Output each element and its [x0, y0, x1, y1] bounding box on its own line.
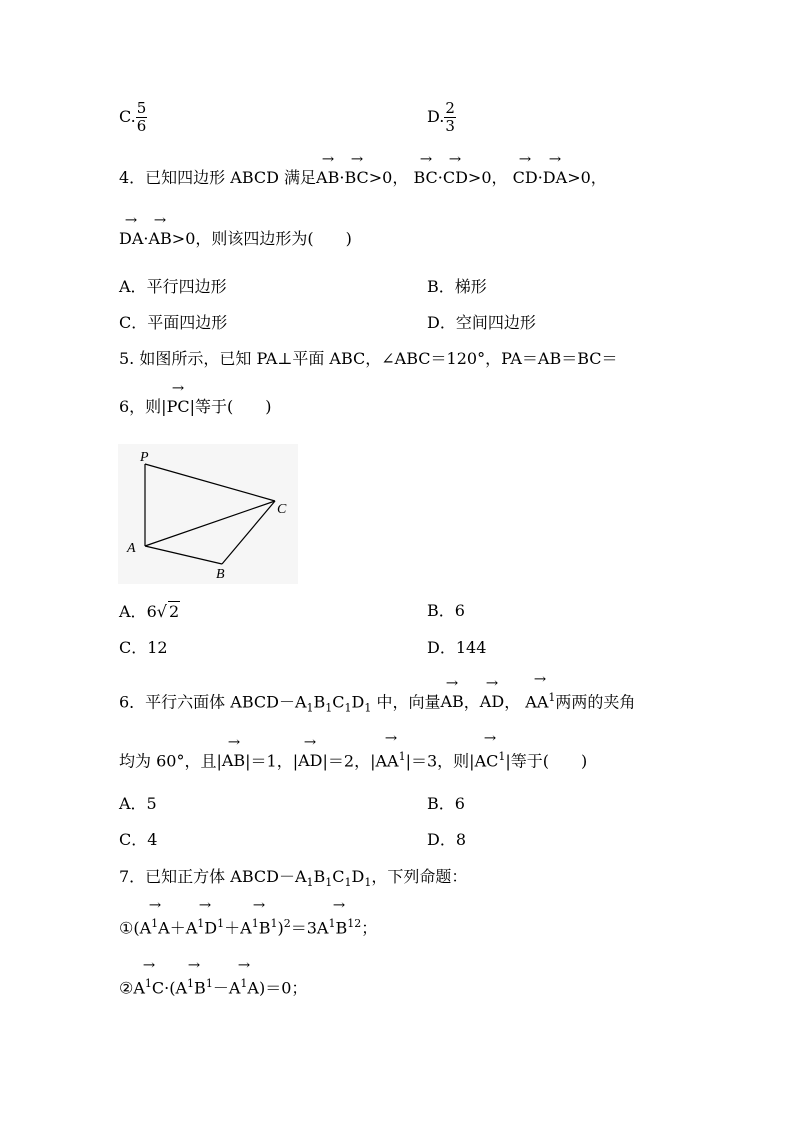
superscript: 1 [548, 691, 556, 704]
q7-vector-a1d1 [186, 914, 224, 938]
q5-line2-pre: 6，则| [119, 397, 167, 416]
subscript: 1 [344, 701, 352, 715]
q7-vector-a1b1-3 [175, 974, 212, 998]
superscript-digit: 2 [354, 917, 362, 930]
q6-l2-pre: 均为 60°，且| [119, 751, 222, 771]
superscript: 1 [205, 977, 213, 990]
superscript-digit: 1 [347, 917, 355, 930]
vector-tail: B [335, 918, 348, 938]
q7-vector-a1c [133, 974, 164, 998]
q7-item-1 [119, 914, 377, 938]
q6-vector-aa-text: AA [525, 692, 549, 712]
q4-gt0: >0 [467, 168, 492, 187]
q6-stem-line1: 6．平行六面体 $ABCD-A_1B_1C_1D_1$ 中，向量→ AB，→ AD， → $AA^1$两两的夹角 [119, 688, 635, 719]
q3-option-d-prefix: D. [427, 107, 445, 126]
q3-option-d-fraction [444, 100, 456, 135]
q3-d-numerator: 2 [445, 99, 455, 117]
exponent: 2 [283, 917, 291, 930]
option-text: 平行四边形 [146, 277, 227, 296]
q6-vector-ab-2: → AB [222, 751, 245, 771]
q4-option-b [427, 277, 487, 297]
q5-vector-pc: → PC [167, 397, 190, 417]
q4-dot: · [339, 168, 345, 187]
q5-option-a-coefficient: 6 [146, 602, 157, 621]
q4-vector-da-2: → DA [119, 229, 143, 249]
superscript: 1 [151, 917, 159, 930]
q6-pre: 6．平行六面体 ABCD－A [119, 692, 307, 712]
q6-l2-ab: |＝1，| [245, 751, 299, 771]
q4-dot: · [437, 168, 443, 187]
q4-comma: ， [590, 168, 607, 187]
q4-option-d [427, 313, 536, 333]
dot-open: ·( [164, 978, 176, 998]
q7-stem [119, 867, 467, 893]
superscript: 1 [240, 977, 248, 990]
q3-c-numerator: 5 [136, 99, 147, 117]
superscript: 1 [187, 977, 195, 990]
q4-option-a [119, 277, 227, 297]
q7-item-2 [119, 974, 307, 998]
q4-stem-line1 [119, 168, 607, 188]
q3-d-denominator: 3 [445, 117, 455, 135]
q4-vector-ab-2: → AB [148, 229, 171, 249]
q3-option-c-prefix: C. [119, 107, 136, 126]
q6-vector-ad: → AD [480, 692, 504, 712]
q7-head: 7．已知正方体 ABCD－A [119, 867, 307, 886]
q6-vector-ab: → AB [440, 692, 463, 712]
q4-dot: · [143, 229, 149, 248]
superscript: 1 [498, 750, 506, 763]
q4-dot: · [537, 168, 543, 187]
option-letter: A． [119, 602, 147, 621]
vector-tail: B [194, 978, 206, 998]
vector-head: A [185, 918, 198, 938]
q7-vector-a1b1 [240, 914, 277, 938]
plus-sign: ＋ [224, 918, 241, 938]
q4-comma: ， [392, 168, 409, 187]
q5-stem-line2 [119, 397, 271, 417]
superscript: 1 [144, 977, 152, 990]
q5-stem-line1: 5. 如图所示，已知 PA⊥平面 ABC，∠ABC＝120°，PA＝AB＝BC＝ [119, 349, 618, 368]
q6-mid: 中，向量 [376, 692, 441, 712]
superscript-12 [347, 917, 361, 930]
q6-l2-post: |等于( ) [505, 751, 588, 771]
option-letter: D． [427, 313, 456, 332]
q6-option-b: B．6 [427, 794, 465, 813]
q3-option-c-fraction [136, 100, 148, 135]
semicolon: ； [361, 918, 378, 938]
q6-vector-ac-text: AC [474, 751, 499, 771]
q3-option-d [427, 100, 456, 135]
superscript: 1 [217, 917, 225, 930]
subscript: 1 [364, 876, 372, 890]
q4-vector-cd: → CD [443, 168, 468, 188]
option-letter: C． [119, 313, 148, 332]
minus-sign: － [212, 978, 229, 998]
superscript: 1 [398, 750, 406, 763]
q6-stem-line2 [119, 747, 587, 771]
option-letter: B． [427, 277, 455, 296]
vector-tail: B [258, 918, 271, 938]
superscript: 1 [270, 917, 278, 930]
q4-vector-cd-2: → CD [513, 168, 538, 188]
q6-c: C [332, 692, 345, 712]
q4-stem-line2 [119, 229, 352, 249]
q4-label: 4．已知四边形 ABCD 满足 [119, 168, 317, 187]
vector-head: A [133, 978, 145, 998]
q6-vector-aa-text: AA [375, 751, 399, 771]
q6-vector-aa1-2 [375, 747, 405, 771]
subscript: 1 [364, 701, 372, 715]
q7-vector-a1b1-2 [317, 914, 361, 938]
q6-l2-aa: |＝3，则| [405, 751, 475, 771]
vector-head: A [139, 918, 152, 938]
q4-gt0: >0 [567, 168, 591, 187]
q6-l2-ad: |＝2，| [322, 751, 376, 771]
q4-vector-bc: → BC [344, 168, 368, 188]
q5-option-b: B．6 [427, 601, 465, 620]
q7-tail: ，下列命题： [371, 867, 468, 886]
option-text: 平面四边形 [147, 313, 228, 332]
subscript: 1 [344, 876, 352, 890]
vector-tail: A [158, 918, 170, 938]
subscript: 1 [306, 876, 314, 890]
q4-vector-da: → DA [543, 168, 567, 188]
q7-b: B [313, 867, 326, 886]
superscript: 1 [328, 917, 336, 930]
q5-option-a [119, 601, 180, 622]
q6-vector-ac1 [475, 747, 506, 771]
q7-vector-a1a-2 [229, 974, 259, 998]
q7-item2-end: )＝0； [258, 978, 308, 998]
q4-vector-bc-2: → BC [413, 168, 437, 188]
q5-option-c: C．12 [119, 638, 168, 657]
point-label-a: A [127, 541, 136, 556]
plus-sign: ＋ [169, 918, 186, 938]
q6-option-d: D．8 [427, 830, 467, 849]
q6-d: D [351, 692, 365, 712]
vector-head: A [316, 918, 329, 938]
q6-option-c: C．4 [119, 830, 158, 849]
radical-sign: √ [156, 602, 167, 621]
q3-option-c [119, 100, 147, 135]
point-label-p: P [140, 450, 149, 465]
q6-vector-ad-2: → AD [298, 751, 322, 771]
equals-three: ＝3 [290, 918, 317, 938]
vector-head: A [175, 978, 188, 998]
q7-c: C [332, 867, 345, 886]
q4-stem-tail: >0，则该四边形为( ) [171, 229, 352, 248]
q4-comma: ， [491, 168, 508, 187]
q6-vector-aa1 [525, 688, 555, 712]
vector-tail: C [151, 978, 165, 998]
q7-vector-a1a [140, 914, 170, 938]
subscript: 1 [325, 701, 333, 715]
q4-option-c [119, 313, 227, 333]
q7-item1-open: ①( [119, 918, 140, 938]
option-text: 空间四边形 [455, 313, 536, 332]
q6-option-a: A．5 [119, 794, 157, 813]
vector-head: A [228, 978, 241, 998]
vector-tail: A [247, 978, 259, 998]
superscript: 1 [251, 917, 259, 930]
q5-option-a-radicand: 2 [168, 602, 180, 621]
q6-tail1: 两两的夹角 [555, 692, 636, 712]
q3-c-denominator: 6 [136, 117, 147, 135]
q5-line2-post: |等于( ) [189, 397, 272, 416]
vector-head: A [240, 918, 252, 938]
subscript: 1 [306, 701, 314, 715]
option-text: 梯形 [454, 277, 487, 296]
close-paren: ) [277, 918, 284, 938]
q5-option-d: D．144 [427, 638, 487, 657]
point-label-c: C [277, 502, 287, 517]
subscript: 1 [325, 876, 333, 890]
q5-figure [118, 444, 298, 584]
q7-d: D [351, 867, 365, 886]
q7-item2-marker: ② [119, 978, 134, 998]
vector-tail: D [204, 918, 218, 938]
q6-b: B [313, 692, 326, 712]
q4-gt0: >0 [368, 168, 393, 187]
option-letter: A． [119, 277, 147, 296]
point-label-b: B [216, 567, 225, 582]
superscript: 1 [197, 917, 205, 930]
q4-vector-ab: → AB [316, 168, 339, 188]
